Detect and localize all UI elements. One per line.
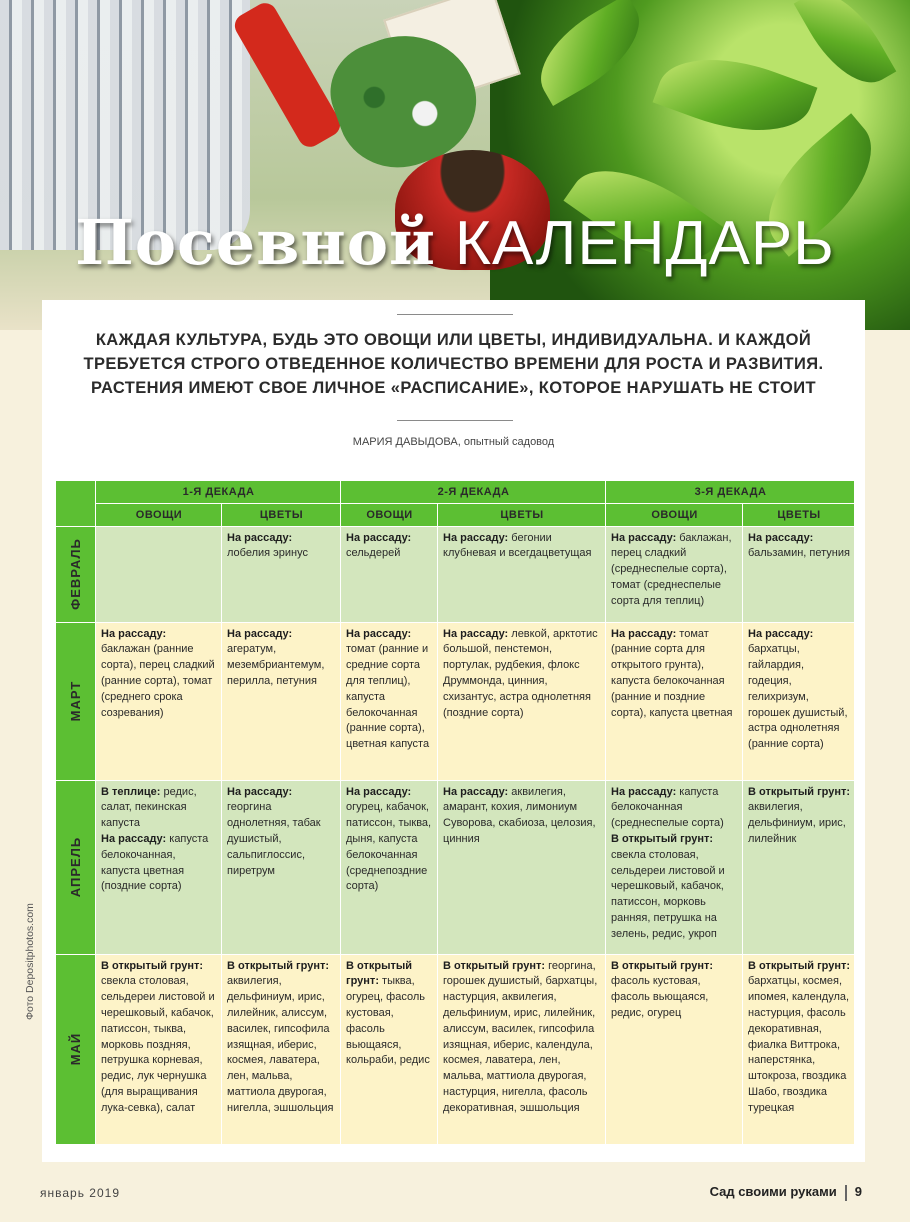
flowers-header: ЦВЕТЫ <box>438 503 606 526</box>
table-cell: На рассаду: бальзамин, петуния <box>743 526 855 622</box>
table-cell: На рассаду: бархатцы, гайлардия, годеция, гелихризум, горошек душистый, астра однолетняя (ранние сорта) <box>743 622 855 780</box>
table-cell: На рассаду: агератум, мезембриантемум, перилла, петуния <box>222 622 341 780</box>
table-cell: В открытый грунт: свекла столовая, сельдереи листовой и черешковый, кабачок, патиссон, тыква, морковь поздняя, петрушка корневая, редис, лук чернушка (для выращивания лука-севка), салат <box>96 954 222 1144</box>
table-cell: В открытый грунт: аквилегия, дельфиниум, ирис, лилейник <box>743 780 855 954</box>
decade-3-header: 3-Я ДЕКАДА <box>606 481 855 504</box>
table-cell: В теплице: редис, салат, пекинская капуста На рассаду: капуста белокочанная, капуста цветная (поздние сорта) <box>96 780 222 954</box>
footer-divider <box>845 1185 847 1201</box>
decade-1-header: 1-Я ДЕКАДА <box>96 481 341 504</box>
divider-top <box>397 314 513 315</box>
page-title <box>0 205 910 279</box>
table-cell: На рассаду: лобелия эринус <box>222 526 341 622</box>
table-cell: На рассаду: левкой, арктотис большой, пенстемон, портулак, рудбекия, флокс Друммонда, цинния, схизантус, астра однолетняя (поздние сорта) <box>438 622 606 780</box>
table-cell: На рассаду: баклажан (ранние сорта), перец сладкий (ранние сорта), томат (среднего срока созревания) <box>96 622 222 780</box>
table-cell: В открытый грунт: фасоль кустовая, фасоль вьющаяся, редис, огурец <box>606 954 743 1144</box>
table-cell: На рассаду: томат (ранние сорта для открытого грунта), капуста белокочанная (ранние и поздние сорта), капуста цветная <box>606 622 743 780</box>
table-cell: На рассаду: аквилегия, амарант, кохия, лимониум Суворова, скабиоза, целозия, цинния <box>438 780 606 954</box>
table-cell: На рассаду: бегонии клубневая и всегдацветущая <box>438 526 606 622</box>
issue-date: январь 2019 <box>40 1186 120 1200</box>
table-cell: В открытый грунт: георгина, горошек душистый, бархатцы, настурция, аквилегия, дельфиниум, ирис, лилейник, алиссум, василек, гипсофила изящная, иберис, календула, космея, лаватера, лен, мальва, маттиола двурогая, настурция, нигелла, фасоль декоративная, эшшольция <box>438 954 606 1144</box>
table-cell: В открытый грунт: аквилегия, дельфиниум, ирис, лилейник, алиссум, василек, гипсофила изящная, иберис, космея, лаватера, лен, мальва, маттиола двурогая, нигелла, эшшольция <box>222 954 341 1144</box>
title-part-2: КАЛЕНДАРЬ <box>454 209 835 278</box>
table-row <box>56 526 855 622</box>
content-card <box>42 300 865 1162</box>
month-label: АПРЕЛЬ <box>56 780 96 954</box>
intro-text: КАЖДАЯ КУЛЬТУРА, БУДЬ ЭТО ОВОЩИ ИЛИ ЦВЕТЫ, ИНДИВИДУАЛЬНА. И КАЖДОЙ ТРЕБУЕТСЯ СТРОГО ОТВЕДЕННОЕ КОЛИЧЕСТВО ВРЕМЕНИ ДЛЯ РОСТА И РАЗВИТИЯ. РАСТЕНИЯ ИМЕЮТ СВОЕ ЛИЧНОЕ «РАСПИСАНИЕ», КОТОРОЕ НАРУШАТЬ НЕ СТОИТ <box>83 331 824 397</box>
vegetables-header: ОВОЩИ <box>341 503 438 526</box>
table-cell: В открытый грунт: тыква, огурец, фасоль кустовая, фасоль вьющаяся, кольраби, редис <box>341 954 438 1144</box>
month-label: МАЙ <box>56 954 96 1144</box>
title-part-1: Посевной <box>75 206 437 279</box>
author-credit: МАРИЯ ДАВЫДОВА, опытный садовод <box>352 436 555 448</box>
table-cell: На рассаду: огурец, кабачок, патиссон, тыква, дыня, капуста белокочанная (среднепоздние сорта) <box>341 780 438 954</box>
plant-leaves <box>490 0 910 330</box>
magazine-name: Сад своими руками <box>709 1184 837 1199</box>
flowers-header: ЦВЕТЫ <box>743 503 855 526</box>
table-row <box>56 954 855 1144</box>
page-number: 9 <box>854 1184 862 1199</box>
photo-credit: Фото Depositphotos.com <box>24 903 36 1020</box>
footer-brand <box>710 1184 862 1201</box>
hero-photo <box>0 0 910 330</box>
table-cell: На рассаду: сельдерей <box>341 526 438 622</box>
decade-header-row <box>56 481 855 504</box>
month-label: МАРТ <box>56 622 96 780</box>
corner-cell <box>56 481 96 527</box>
table-row <box>56 622 855 780</box>
sowing-calendar-table <box>55 480 855 1145</box>
category-header-row <box>56 503 855 526</box>
table-cell: В открытый грунт: бархатцы, космея, ипомея, календула, настурция, фасоль декоративная, фиалка Виттрока, наперстянка, штокроза, гвоздика Шабо, гвоздика турецкая <box>743 954 855 1144</box>
divider-bottom <box>397 420 513 421</box>
table-row <box>56 780 855 954</box>
table-cell: На рассаду: баклажан, перец сладкий (среднеспелые сорта), томат (среднеспелые сорта для теплиц) <box>606 526 743 622</box>
table-cell: На рассаду: томат (ранние и средние сорта для теплиц), капуста белокочанная (ранние сорта), цветная капуста <box>341 622 438 780</box>
table-cell: На рассаду: георгина однолетняя, табак душистый, сальпиглоссис, пиретрум <box>222 780 341 954</box>
month-label: ФЕВРАЛЬ <box>56 526 96 622</box>
flowers-header: ЦВЕТЫ <box>222 503 341 526</box>
table-cell: На рассаду: капуста белокочанная (среднеспелые сорта) В открытый грунт: свекла столовая, сельдереи листовой и черешковый, кабачок, патиссон, морковь ранняя, петрушка на зелень, редис, укроп <box>606 780 743 954</box>
decade-2-header: 2-Я ДЕКАДА <box>341 481 606 504</box>
vegetables-header: ОВОЩИ <box>96 503 222 526</box>
table-cell <box>96 526 222 622</box>
vegetables-header: ОВОЩИ <box>606 503 743 526</box>
